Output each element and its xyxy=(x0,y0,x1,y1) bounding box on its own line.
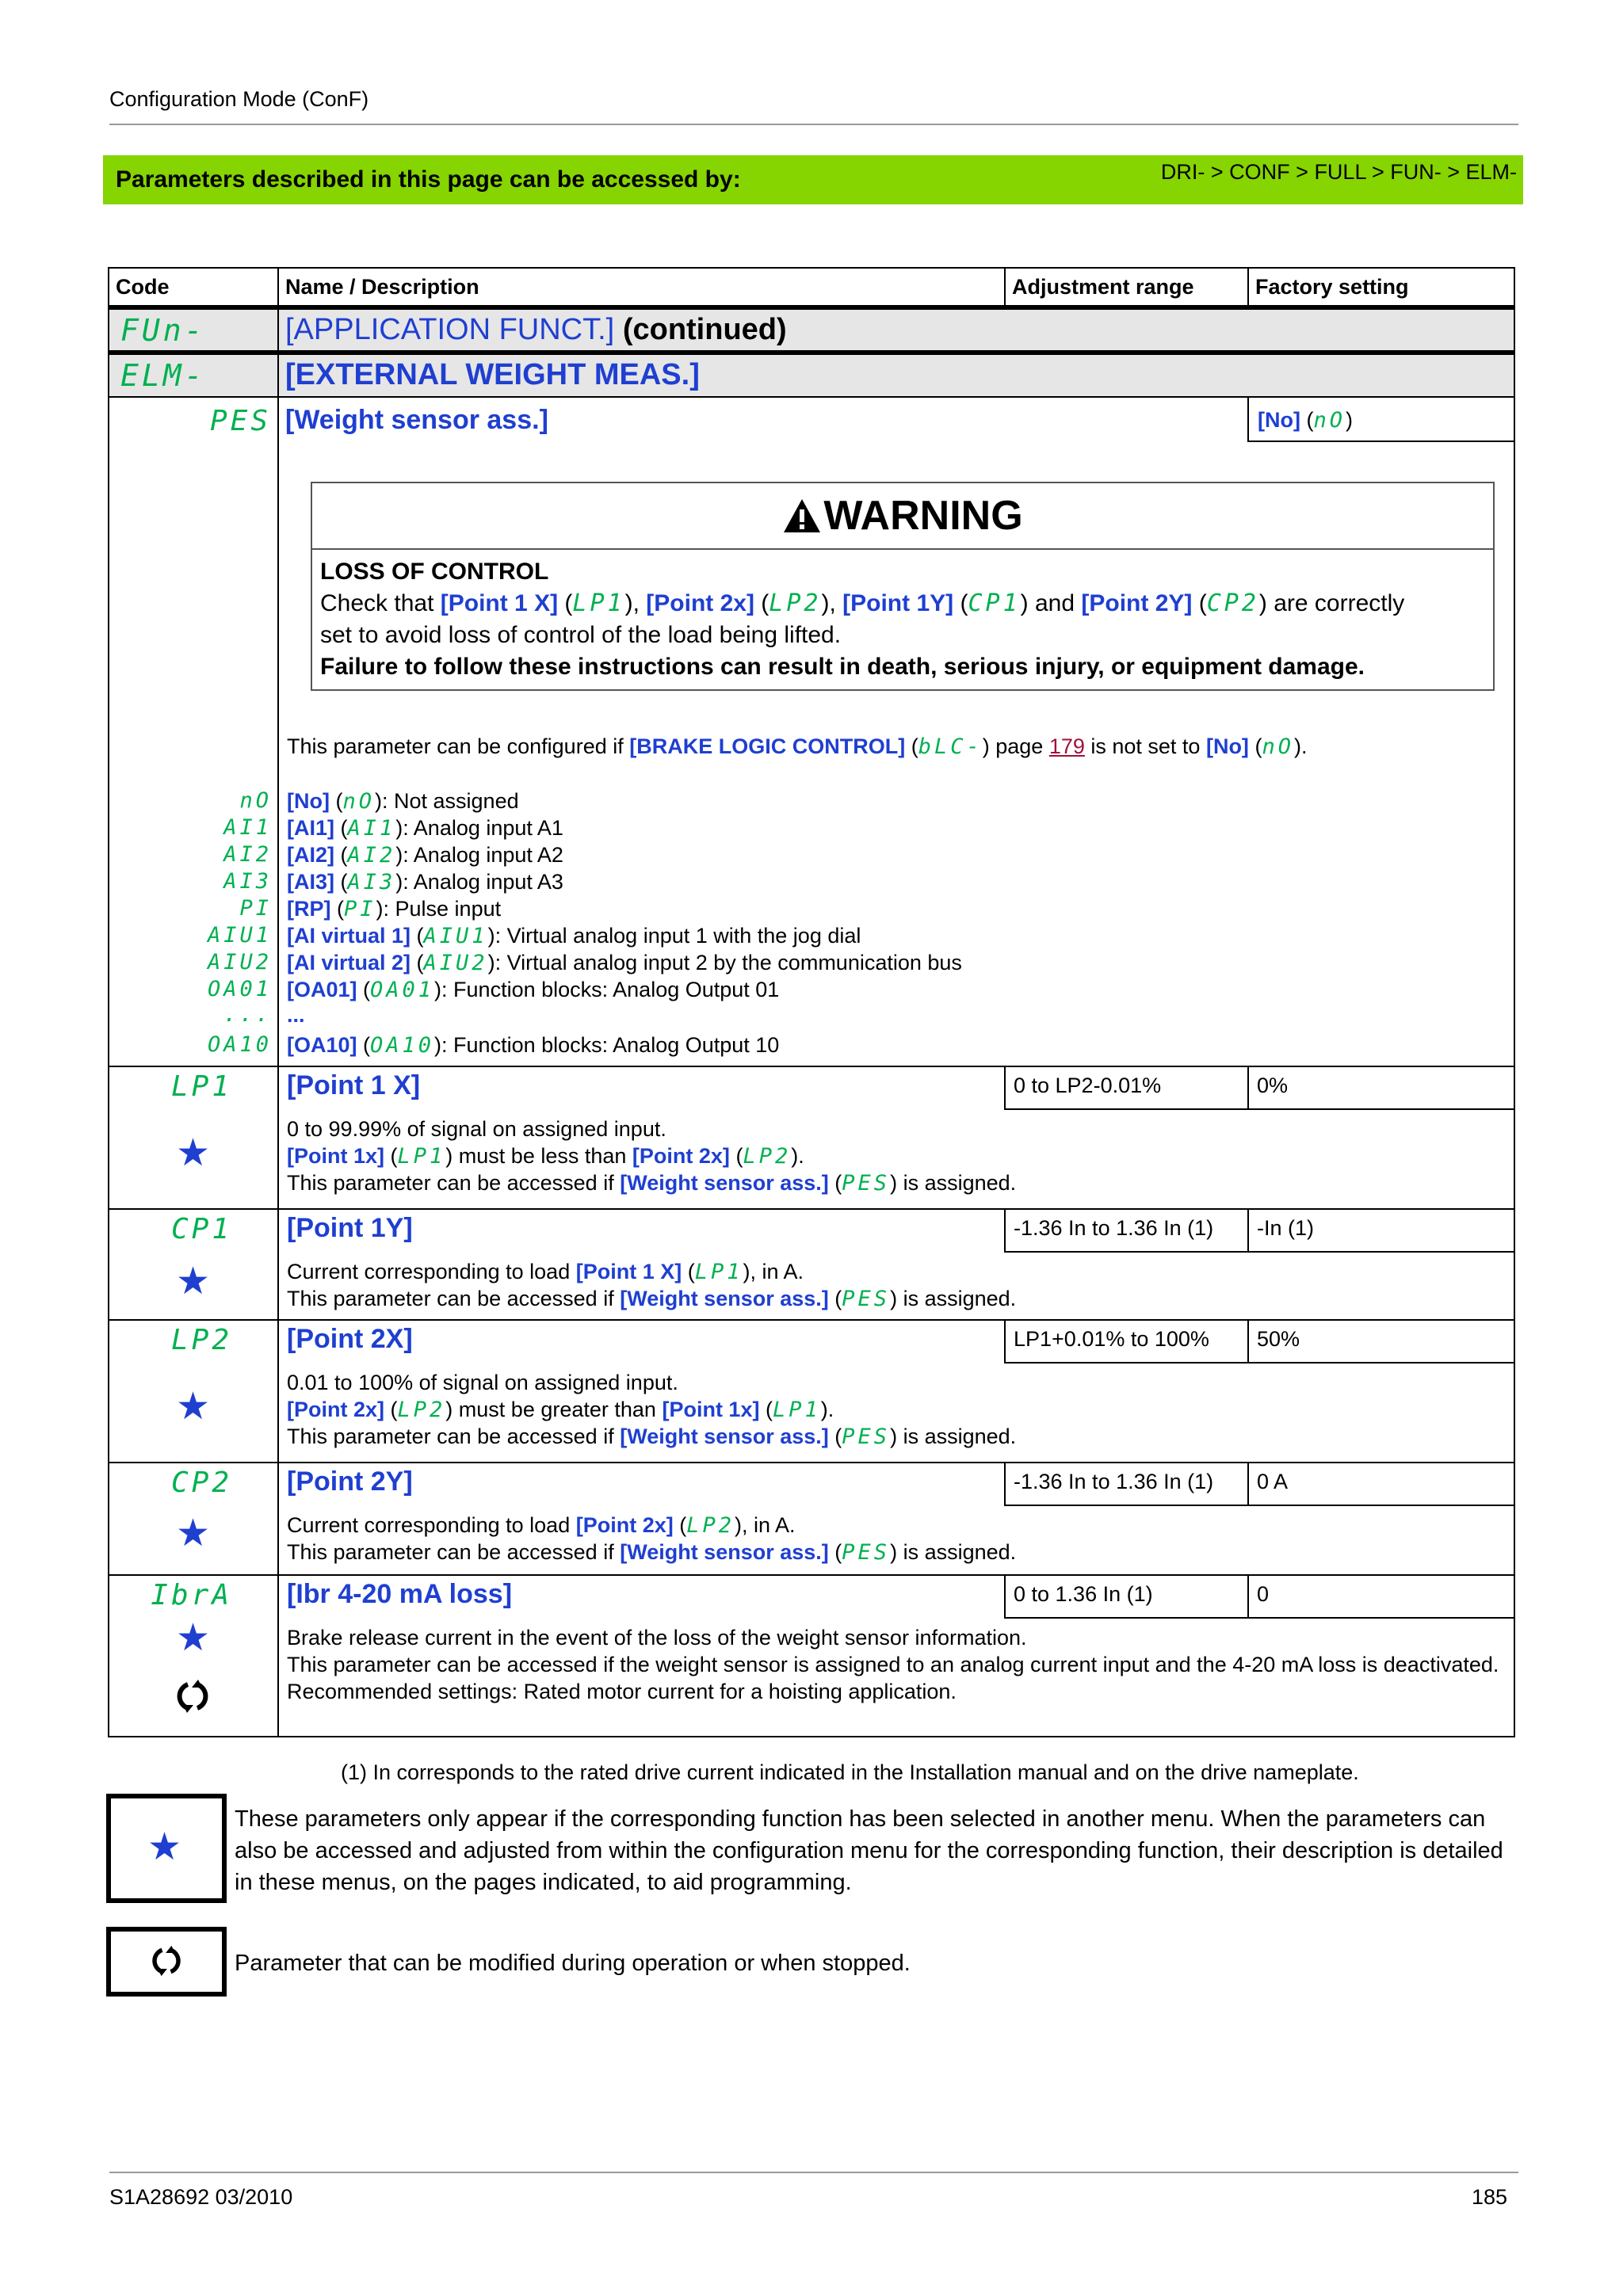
param-code-pes: PES xyxy=(209,405,271,437)
factory-lp1: 0% xyxy=(1257,1074,1289,1097)
desc-ibra-line1: Brake release current in the event of the loss of the weight sensor information. xyxy=(287,1626,1027,1650)
list-item: [RP] (PI): Pulse input xyxy=(287,897,502,921)
desc-cp2-line1: Current corresponding to load [Point 2x] (LP2), in A. xyxy=(287,1513,796,1538)
legend-cycle-text: Parameter that can be modified during operation or when stopped. xyxy=(235,1951,911,1976)
range-ibra: 0 to 1.36 In (1) xyxy=(1014,1582,1153,1606)
desc-ibra-line2: This parameter can be accessed if the weight sensor is assigned to an analog current input and the 4-20 mA loss is deactivated. xyxy=(287,1653,1499,1676)
warning-line-3: Failure to follow these instructions can result in death, serious injury, or equipment damage. xyxy=(320,654,1365,680)
factory-cp2: 0 A xyxy=(1257,1470,1289,1493)
param-code-cp2: CP2 xyxy=(170,1466,232,1499)
access-path: DRI- > CONF > FULL > FUN- > ELM- xyxy=(1160,160,1517,184)
range-cp2: -1.36 In to 1.36 In (1) xyxy=(1014,1470,1214,1493)
factory-pes-name: [No] xyxy=(1258,408,1300,432)
list-item: [AI1] (AI1): Analog input A1 xyxy=(287,816,563,841)
param-name-lp2: [Point 2X] xyxy=(287,1324,413,1354)
warning-line-1: Check that [Point 1 X] (LP1), [Point 2x] (LP2), [Point 1Y] (CP1) and [Point 2Y] (CP2) are correctly xyxy=(320,589,1405,617)
column-header-factory: Factory setting xyxy=(1255,275,1409,299)
legend-star-line2: also be accessed and adjusted from within the configuration menu for the corresponding function, their description is detailed xyxy=(235,1838,1503,1863)
desc-lp2-line3: This parameter can be accessed if [Weight sensor ass.] (PES) is assigned. xyxy=(287,1425,1017,1449)
cycle-icon xyxy=(150,1944,183,1978)
desc-lp1-line3: This parameter can be accessed if [Weight sensor ass.] (PES) is assigned. xyxy=(287,1171,1017,1196)
param-code-lp1: LP1 xyxy=(170,1070,232,1103)
menu-code-fun: FUn- xyxy=(120,313,206,348)
range-lp2: LP1+0.01% to 100% xyxy=(1014,1327,1209,1351)
list-item: [AI2] (AI2): Analog input A2 xyxy=(287,843,563,868)
param-code-lp2: LP2 xyxy=(170,1324,232,1356)
star-icon: ★ xyxy=(147,1826,182,1868)
param-name-cp1: [Point 1Y] xyxy=(287,1213,413,1243)
star-icon: ★ xyxy=(176,1132,211,1174)
range-lp1: 0 to LP2-0.01% xyxy=(1014,1074,1162,1097)
desc-cp1-line2: This parameter can be accessed if [Weight sensor ass.] (PES) is assigned. xyxy=(287,1287,1017,1311)
param-name-cp2: [Point 2Y] xyxy=(287,1466,413,1497)
range-cp1: -1.36 In to 1.36 In (1) xyxy=(1014,1216,1214,1240)
column-header-name: Name / Description xyxy=(285,275,479,299)
option-code: AI3 xyxy=(223,869,272,894)
column-header-code: Code xyxy=(116,275,170,299)
config-note: This parameter can be configured if [BRAKE LOGIC CONTROL] (bLC-) page 179 is not set to [No] (nO). xyxy=(287,734,1308,759)
option-code: AIU2 xyxy=(207,950,272,974)
section-title: Configuration Mode (ConF) xyxy=(109,87,369,111)
param-name-lp1: [Point 1 X] xyxy=(287,1070,421,1100)
list-item: [OA01] (OA01): Function blocks: Analog Output 01 xyxy=(287,978,780,1002)
desc-cp2-line2: This parameter can be accessed if [Weight sensor ass.] (PES) is assigned. xyxy=(287,1540,1017,1565)
desc-lp1-line1: 0 to 99.99% of signal on assigned input. xyxy=(287,1117,666,1141)
menu-name-fun xyxy=(285,311,787,348)
option-code: AI2 xyxy=(223,842,272,867)
param-code-ibra: IbrA xyxy=(151,1579,232,1611)
desc-lp2-line1: 0.01 to 100% of signal on assigned input. xyxy=(287,1371,678,1394)
footer-rule xyxy=(109,2172,1518,2173)
list-item: [OA10] (OA10): Function blocks: Analog Output 10 xyxy=(287,1033,780,1058)
list-item: [No] (nO): Not assigned xyxy=(287,789,519,814)
list-item: ... xyxy=(287,1003,305,1027)
desc-lp2-line2: [Point 2x] (LP2) must be greater than [Point 1x] (LP1). xyxy=(287,1398,834,1422)
list-item: [AI virtual 2] (AIU2): Virtual analog input 2 by the communication bus xyxy=(287,951,962,975)
header-rule xyxy=(109,124,1518,125)
footnote: (1) In corresponds to the rated drive current indicated in the Installation manual and on the drive nameplate. xyxy=(341,1760,1359,1784)
page-link[interactable]: 179 xyxy=(1048,734,1085,758)
legend-cycle-box xyxy=(106,1927,227,1997)
menu-suffix: (continued) xyxy=(622,313,787,346)
factory-lp2: 50% xyxy=(1257,1327,1300,1351)
warning-line-2: set to avoid loss of control of the load being lifted. xyxy=(320,622,842,648)
option-code: OA01 xyxy=(207,977,272,1001)
factory-cp1: -In (1) xyxy=(1257,1216,1315,1240)
desc-cp1-line1: Current corresponding to load [Point 1 X] (LP1), in A. xyxy=(287,1260,804,1284)
cycle-icon xyxy=(174,1678,211,1714)
param-code-cp1: CP1 xyxy=(170,1213,232,1245)
legend-star-box xyxy=(106,1794,227,1903)
page-number: 185 xyxy=(1471,2185,1507,2209)
option-code: ... xyxy=(223,1002,272,1027)
menu-name-elm: [EXTERNAL WEIGHT MEAS.] xyxy=(285,358,700,391)
warning-title-bar xyxy=(312,483,1493,550)
star-icon: ★ xyxy=(176,1512,211,1554)
option-code: PI xyxy=(239,896,272,921)
legend-star-line1: These parameters only appear if the corresponding function has been selected in another menu. When the parameters can xyxy=(235,1806,1486,1832)
desc-ibra-line3: Recommended settings: Rated motor current for a hoisting application. xyxy=(287,1680,957,1703)
list-item: [AI virtual 1] (AIU1): Virtual analog input 1 with the jog dial xyxy=(287,924,861,948)
menu-code-elm: ELM- xyxy=(120,358,206,393)
param-name-ibra: [Ibr 4-20 mA loss] xyxy=(287,1579,513,1609)
column-header-range: Adjustment range xyxy=(1012,275,1194,299)
warning-heading: LOSS OF CONTROL xyxy=(320,559,549,585)
access-bar xyxy=(103,155,1523,204)
factory-pes-code: nO xyxy=(1313,408,1346,433)
star-icon: ★ xyxy=(176,1386,211,1428)
warning-title: WARNING xyxy=(823,493,1023,539)
warning-triangle-icon xyxy=(782,498,822,534)
factory-pes: [No] (nO) xyxy=(1258,408,1353,433)
param-name-pes: [Weight sensor ass.] xyxy=(285,405,548,435)
option-code: AI1 xyxy=(223,815,272,840)
option-code: OA10 xyxy=(207,1032,272,1057)
star-icon: ★ xyxy=(176,1617,211,1659)
star-icon: ★ xyxy=(176,1261,211,1302)
option-code: nO xyxy=(239,788,272,813)
legend-star-line3: in these menus, on the pages indicated, to aid programming. xyxy=(235,1870,852,1895)
list-item: [AI3] (AI3): Analog input A3 xyxy=(287,870,563,894)
desc-lp1-line2: [Point 1x] (LP1) must be less than [Point 2x] (LP2). xyxy=(287,1144,804,1169)
access-label: Parameters described in this page can be accessed by: xyxy=(116,166,741,193)
menu-title-fun: [APPLICATION FUNCT.] xyxy=(285,313,615,346)
warning-box xyxy=(311,482,1495,691)
factory-ibra: 0 xyxy=(1257,1582,1270,1606)
doc-reference: S1A28692 03/2010 xyxy=(109,2185,293,2209)
option-code: AIU1 xyxy=(207,923,272,948)
